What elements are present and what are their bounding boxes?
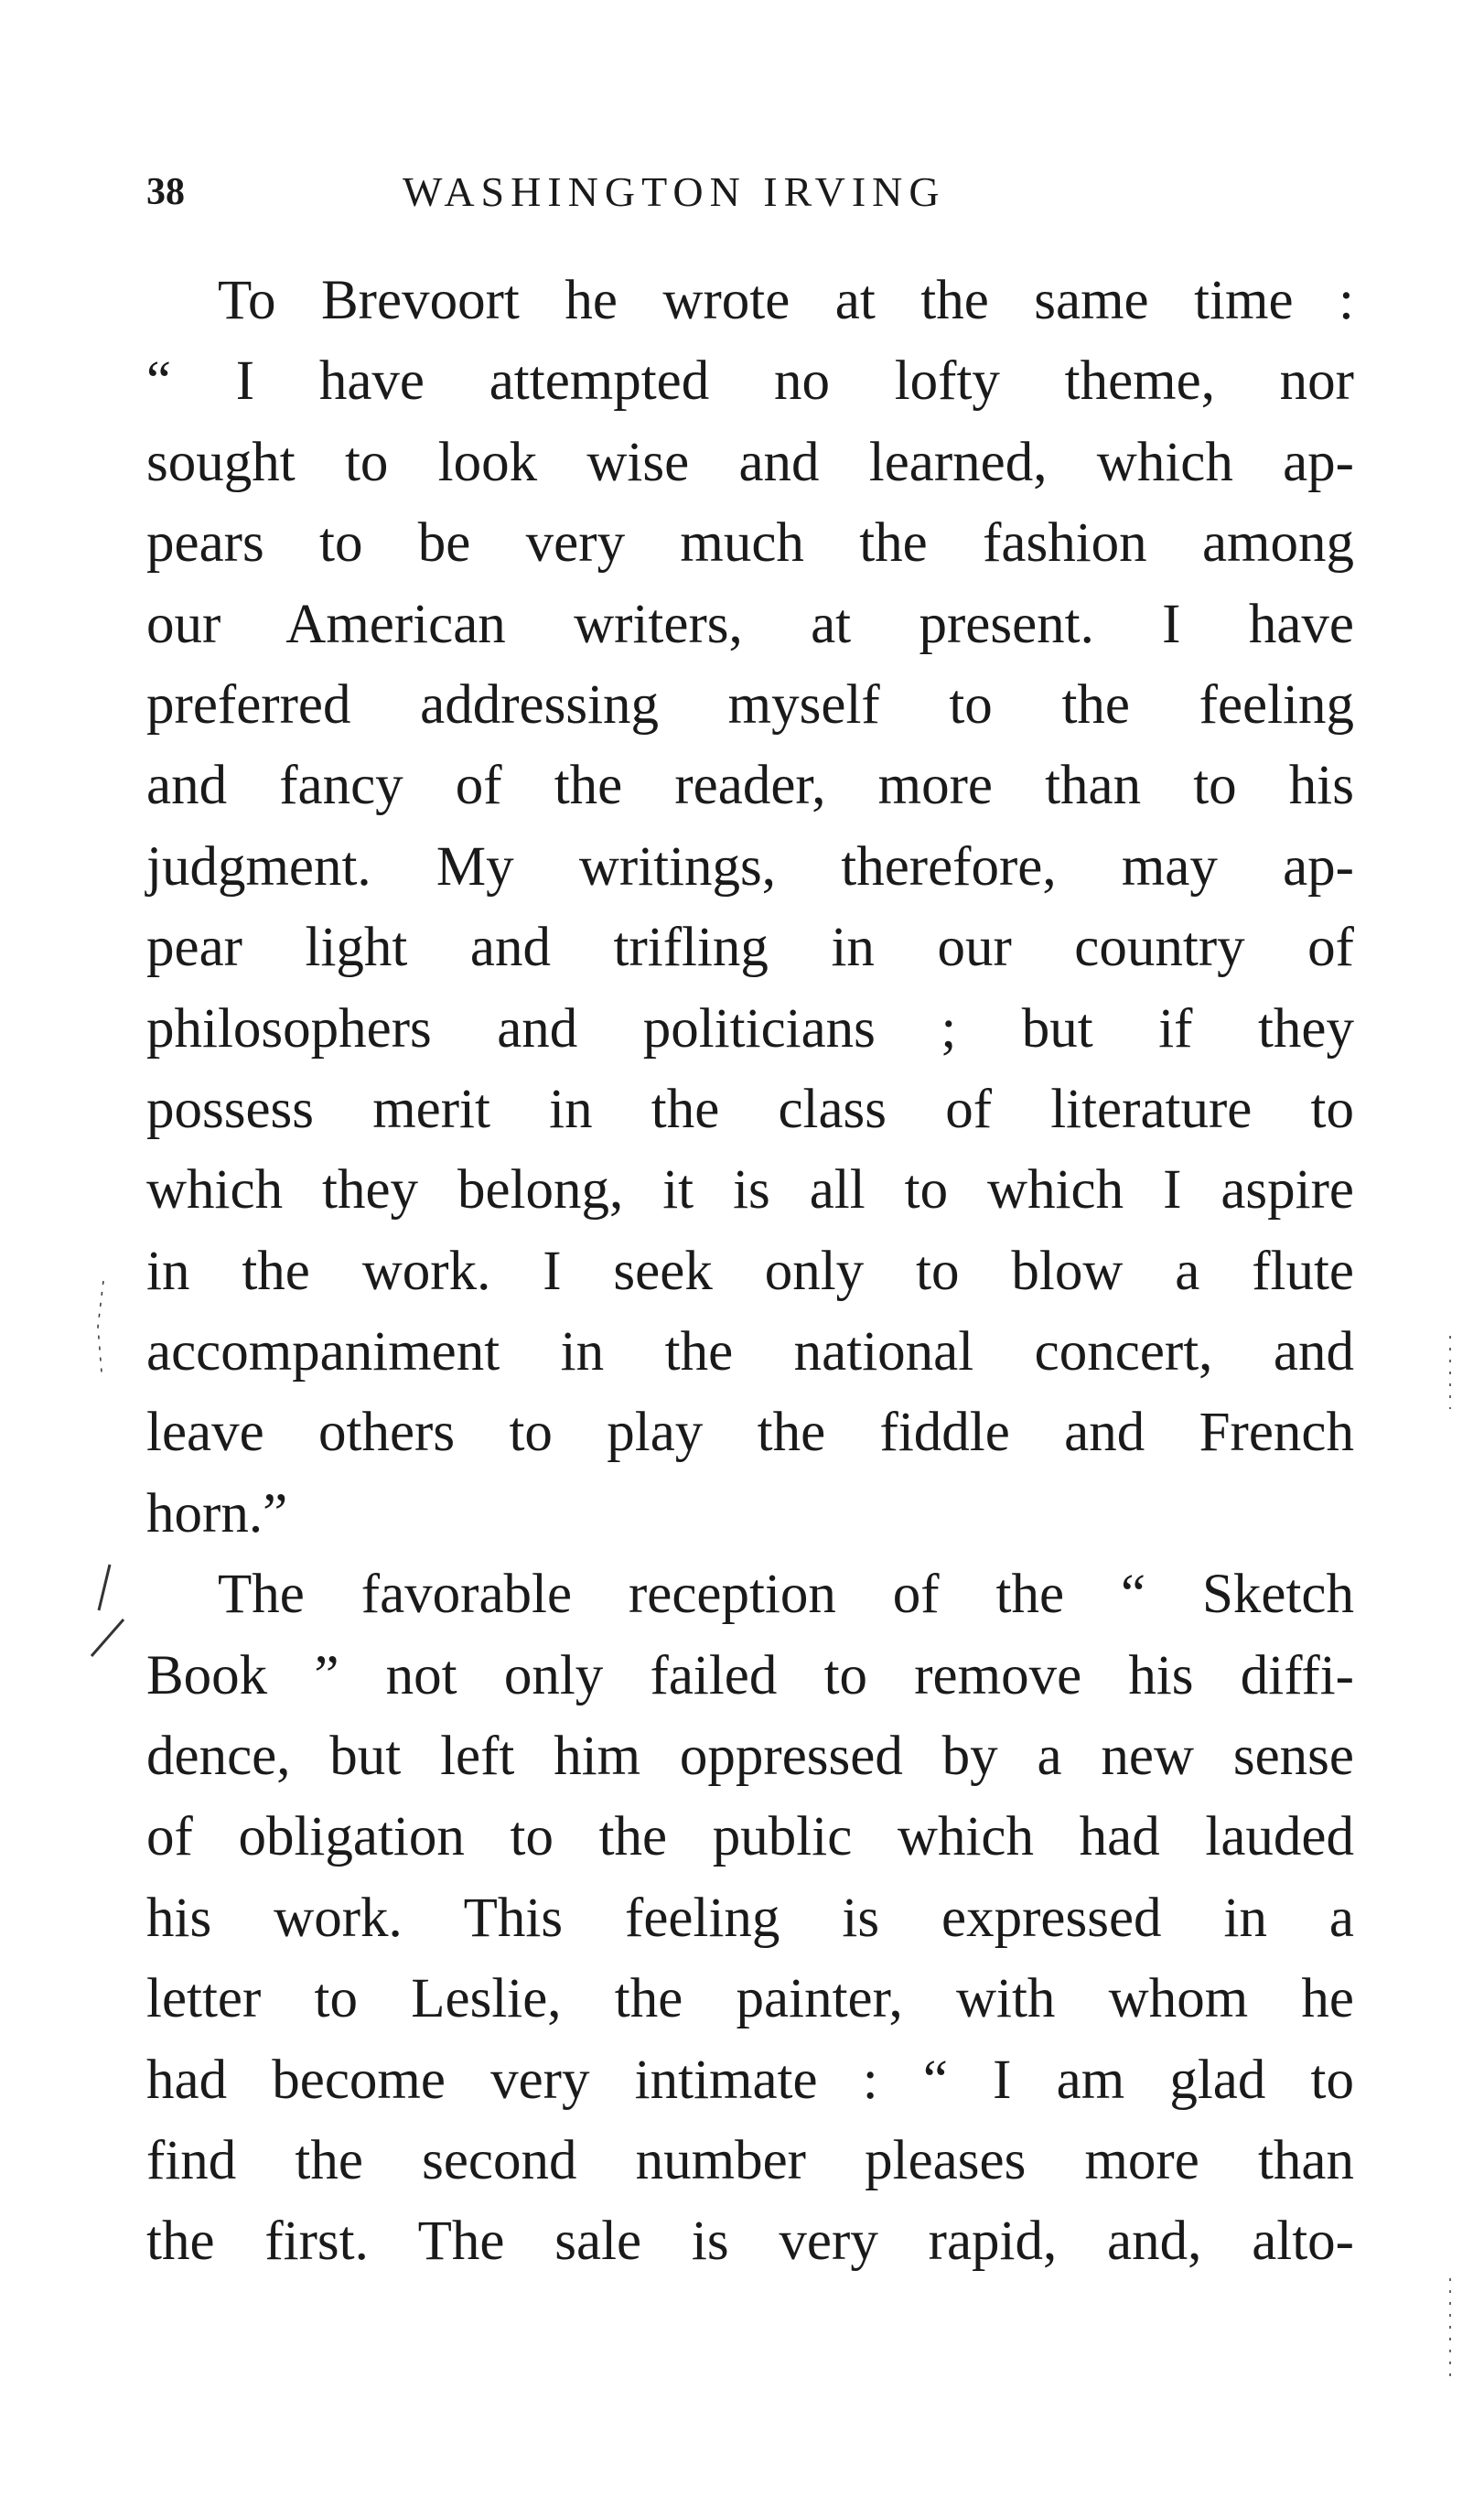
text-line: had become very intimate : “ I am glad to xyxy=(146,2049,1354,2111)
text-line: sought to look wise and learned, which ap- xyxy=(146,431,1354,493)
text-line: “ I have attempted no lofty theme, nor xyxy=(146,350,1354,413)
pencil-margin-mark xyxy=(1441,2269,1459,2388)
text-line: letter to Leslie, the painter, with whom he xyxy=(146,1968,1354,2030)
running-title: WASHINGTON IRVING xyxy=(403,168,946,215)
text-line: our American writers, at present. I have xyxy=(146,593,1354,655)
text-line: accompaniment in the national concert, and xyxy=(146,1321,1354,1383)
text-line: dence, but left him oppressed by a new sense xyxy=(146,1726,1354,1788)
pencil-margin-mark xyxy=(1441,1327,1459,1418)
text-line: and fancy of the reader, more than to his xyxy=(146,755,1354,817)
text-line: preferred addressing myself to the feeling xyxy=(146,673,1354,736)
text-line: horn.” xyxy=(146,1482,288,1544)
body-text xyxy=(146,261,1354,2283)
text-line: The favorable reception of the “ Sketch xyxy=(218,1564,1354,1626)
text-line: in the work. I seek only to blow a flute xyxy=(146,1240,1354,1302)
text-line: which they belong, it is all to which I aspire xyxy=(146,1159,1354,1221)
text-line: philosophers and politicians ; but if they xyxy=(146,997,1354,1060)
text-line: of obligation to the public which had lauded xyxy=(146,1806,1354,1868)
page-number: 38 xyxy=(146,171,185,213)
pencil-margin-mark xyxy=(87,1272,114,1382)
text-line: his work. This feeling is expressed in a xyxy=(146,1887,1354,1949)
text-line: pear light and trifling in our country of xyxy=(146,917,1354,979)
pencil-tick-mark xyxy=(73,1555,128,1665)
text-line: Book ” not only failed to remove his diffi- xyxy=(146,1644,1354,1706)
text-line: the first. The sale is very rapid, and, alto- xyxy=(146,2211,1354,2273)
running-head xyxy=(146,165,1354,220)
text-line: To Brevoort he wrote at the same time : xyxy=(218,270,1354,331)
text-line: find the second number pleases more than xyxy=(146,2129,1354,2191)
text-line: judgment. My writings, therefore, may ap- xyxy=(146,835,1354,898)
text-line: leave others to play the fiddle and French xyxy=(146,1402,1354,1464)
text-line: pears to be very much the fashion among xyxy=(146,512,1354,575)
text-line: possess merit in the class of literature to xyxy=(146,1078,1354,1140)
